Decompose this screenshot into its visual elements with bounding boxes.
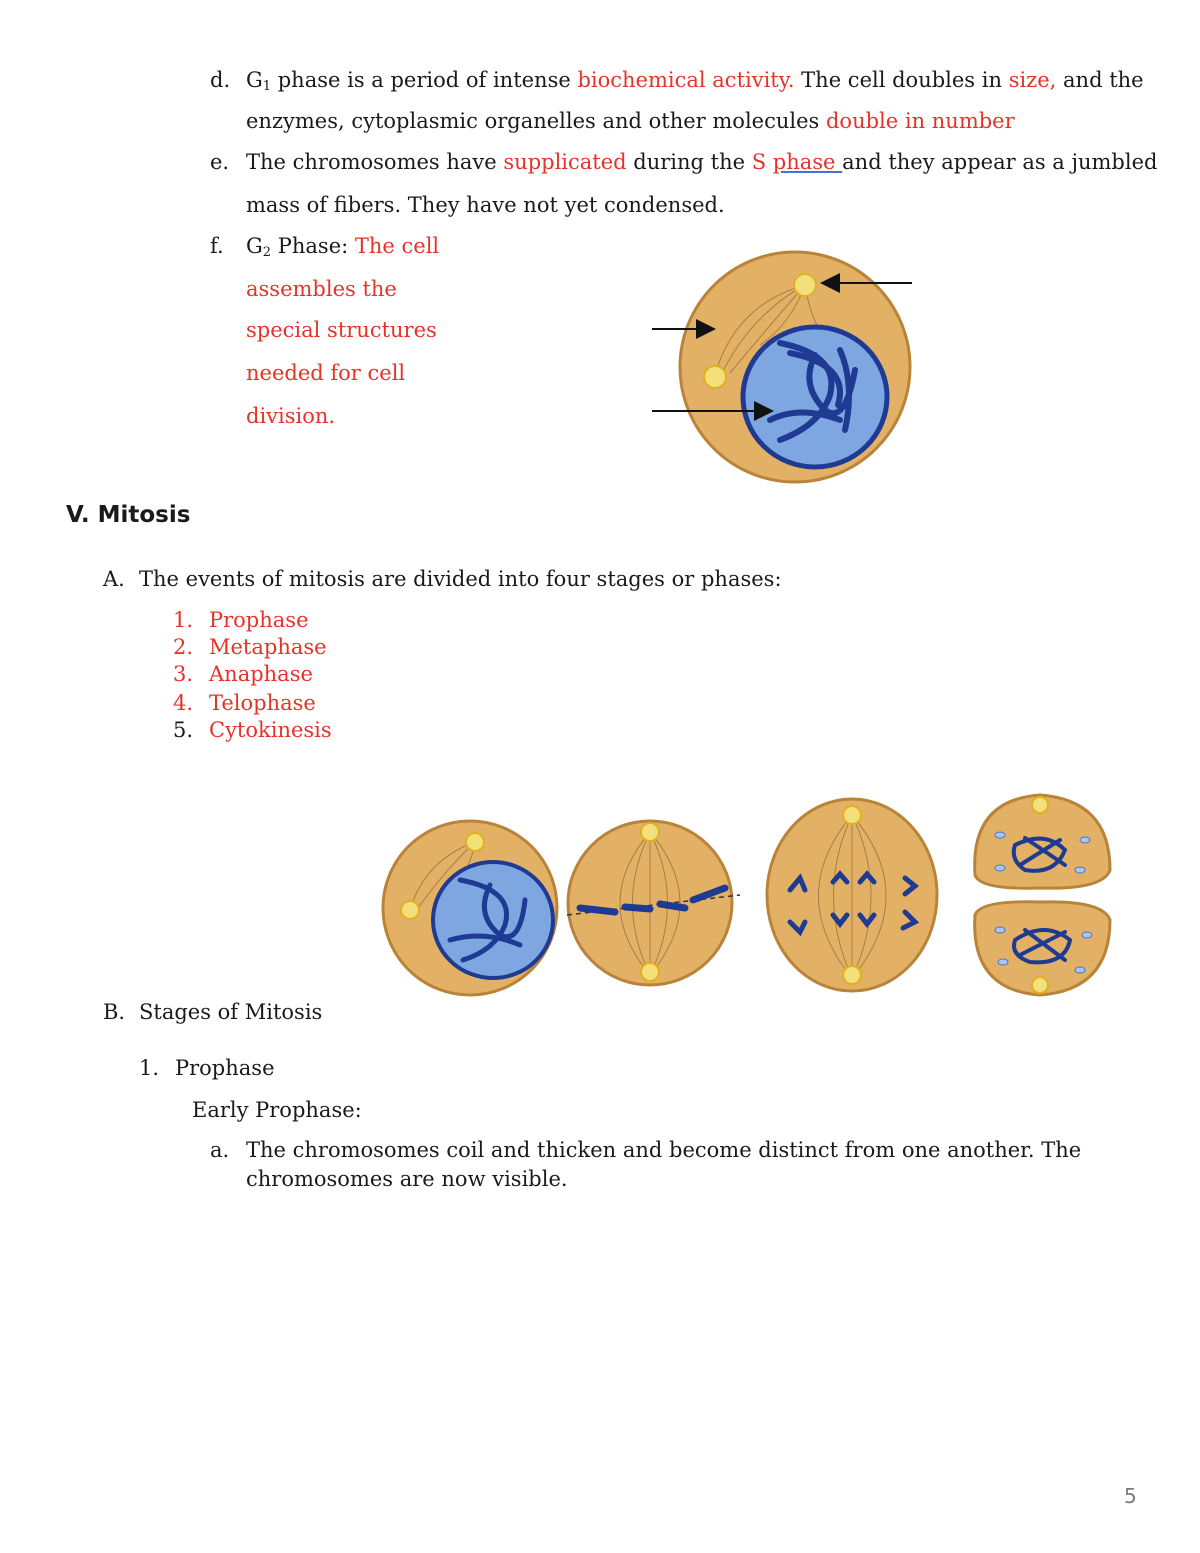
list-item (173, 607, 193, 633)
item-f-red-line3: special structures (246, 318, 437, 342)
g1-letter: G (246, 68, 263, 92)
item-f-marker: f. (210, 234, 224, 258)
item-a-sub-marker: a. (210, 1138, 230, 1162)
phase-cytokinesis: Cytokinesis (209, 718, 332, 742)
phase-number: 1. (173, 608, 194, 632)
g1-subscript: 1 (262, 79, 272, 94)
phase-number: 5. (173, 718, 194, 742)
g2-letter: G (246, 234, 263, 258)
item-e-red1: supplicated (503, 150, 627, 174)
list-item (173, 634, 193, 660)
phase-anaphase: Anaphase (209, 662, 313, 686)
item-e-text-line1 (246, 148, 1157, 176)
item-d-line1 (210, 66, 230, 94)
item-d-marker: d. (210, 68, 231, 92)
item-f-red-line2: assembles the (246, 277, 397, 301)
mitosis-stages-diagram (375, 790, 1120, 1000)
item-f-red-line1: The cell (354, 234, 440, 258)
item-a-marker: A. (103, 567, 125, 591)
item-d-part2: The cell doubles in (794, 68, 1009, 92)
cell-illustration (680, 252, 910, 482)
cell-prophase (383, 821, 557, 995)
early-prophase-label: Early Prophase: (192, 1098, 362, 1122)
item-e-red2b: phase (772, 150, 843, 174)
phase-metaphase: Metaphase (209, 635, 327, 659)
item-d-red1: biochemical activity. (577, 68, 795, 92)
item-f-phase-label: Phase: (271, 234, 355, 258)
phase-number: 2. (173, 635, 194, 659)
section-heading: V. Mitosis (66, 502, 191, 528)
item-e-marker: e. (210, 150, 230, 174)
item-d-part1: phase is a period of intense (271, 68, 578, 92)
item-e-part3: and they appear as a jumbled (842, 150, 1158, 174)
g2-subscript: 2 (262, 245, 272, 260)
cell-telophase (975, 795, 1110, 995)
item-f-red-line4: needed for cell (246, 361, 406, 385)
item-d-part3: and the (1056, 68, 1144, 92)
item-a-text: The events of mitosis are divided into four stages or phases: (139, 567, 782, 591)
g2-cell-diagram (640, 245, 930, 490)
item-e-part1: The chromosomes have (246, 150, 504, 174)
item-d-line2-plain: enzymes, cytoplasmic organelles and other molecules (246, 109, 826, 133)
item-a-sub-line2: chromosomes are now visible. (246, 1167, 568, 1191)
item-f-label (246, 232, 439, 267)
item-e-red2a: S (751, 150, 773, 174)
phase-prophase: Prophase (209, 608, 309, 632)
prophase-number: 1. (139, 1056, 160, 1080)
cell-anaphase (767, 799, 937, 991)
phase-telophase: Telophase (209, 691, 316, 715)
item-d-text-line2 (246, 107, 1015, 135)
item-d-red2: size, (1008, 68, 1057, 92)
item-d-line2-red: double in number (825, 109, 1015, 133)
phase-number: 3. (173, 662, 194, 686)
cell-metaphase (567, 821, 740, 985)
item-d-text-line1 (246, 66, 1144, 101)
list-item (173, 717, 193, 743)
phase-number: 4. (173, 691, 194, 715)
list-item (173, 661, 193, 687)
page-number: 5 (1124, 1484, 1137, 1508)
list-item (173, 690, 193, 716)
item-e-text-line2: mass of fibers. They have not yet condensed. (246, 193, 725, 217)
item-e-part2: during the (626, 150, 752, 174)
item-f-red-line5: division. (246, 404, 336, 428)
item-b-marker: B. (103, 1000, 126, 1024)
prophase-heading: Prophase (175, 1056, 275, 1080)
item-a-sub-line1: The chromosomes coil and thicken and become distinct from one another. The (246, 1138, 1082, 1162)
item-b-text: Stages of Mitosis (139, 1000, 323, 1024)
